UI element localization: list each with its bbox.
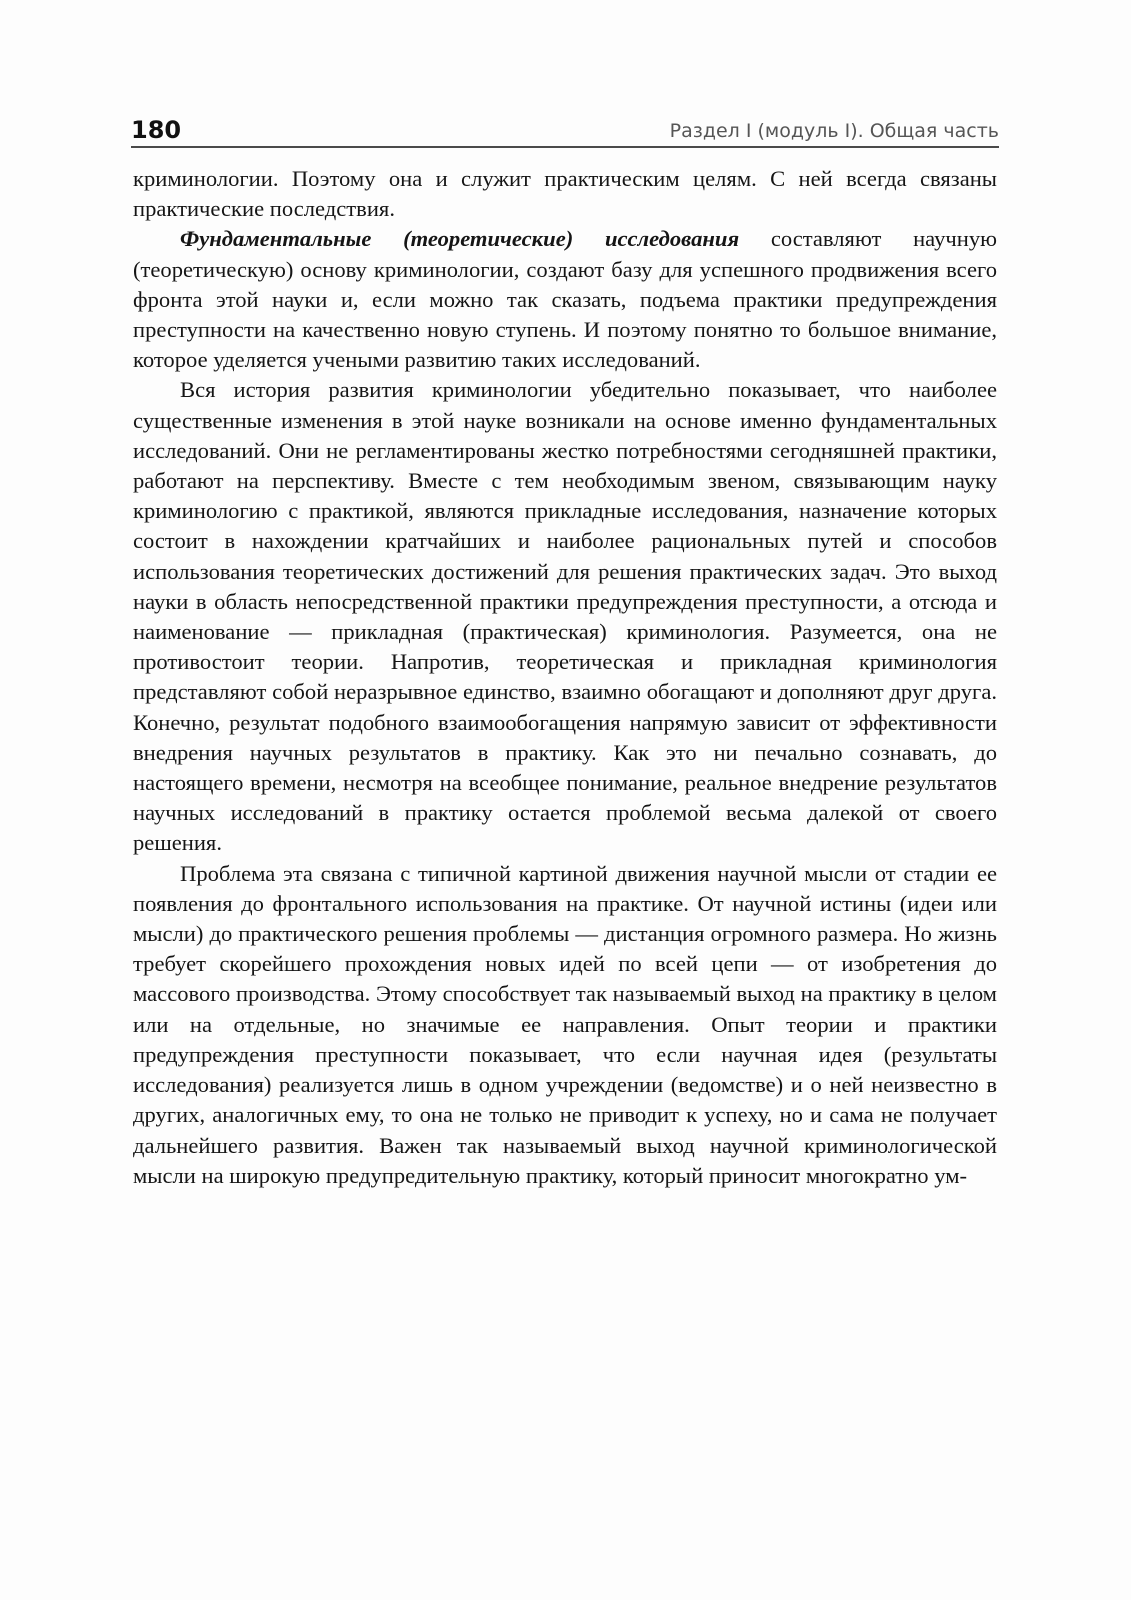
paragraph-problem: Проблема эта связана с типичной картиной движения научной мысли от стадии ее появления до фронтального использования на практике. От научной истины (идеи или мысли) до практического решения проблемы — дистанция огромного размера. Но жизнь требует скорейшего прохождения новых идей по всей цепи — от изобретения до массового производства. Этому способствует так называемый выход на практику в целом или на отдельные, но значимые ее направления. Опыт теории и практики предупреждения преступности показывает, что если научная идея (результаты исследования) реализуется лишь в одном учреждении (ведомстве) и о ней неизвестно в других, аналогичных ему, то она не только не приводит к успеху, но и сама не получает дальнейшего развития. Важен так называемый выход научной криминологической мысли на широкую предупредительную практику, который приносит многократно ум-: [133, 860, 997, 1188]
paragraph-text: составляют научную (теоретическую) основу криминологии, создают базу для успешного продвижения всего фронта этой науки и, если можно так сказать, подъема практики предупреждения преступности на качественно новую ступень. И поэтому понятно то большое внимание, которое уделяется учеными развитию таких исследований.: [133, 226, 997, 373]
paragraph-fundamental-research: [133, 224, 997, 375]
body-text: [133, 164, 997, 1191]
page-number: 180: [131, 116, 182, 144]
paragraph-continuation: криминологии. Поэтому она и служит практическим целям. С ней всегда связаны практические последствия.: [133, 166, 997, 222]
page-header: [131, 108, 999, 148]
term-fundamental-research: Фундаментальные (теоретические) исследования: [180, 226, 740, 252]
paragraph-history: Вся история развития криминологии убедительно показывает, что наиболее существенные изменения в этой науке возникали на основе именно фундаментальных исследований. Они не регламентированы жестко потребностями сегодняшней практики, работают на перспективу. Вместе с тем необходимым звеном, связывающим науку криминологию с практикой, являются прикладные исследования, назначение которых состоит в нахождении кратчайших и наиболее рациональных путей и способов использования теоретических достижений для решения практических задач. Это выход науки в область непосредственной практики предупреждения преступности, а отсюда и наименование — прикладная (практическая) криминология. Разумеется, она не противостоит теории. Напротив, теоретическая и прикладная криминология представляют собой неразрывное единство, взаимно обогащают и дополняют друг друга. Конечно, результат подобного взаимообогащения напрямую зависит от эффективности внедрения научных результатов в практику. Как это ни печально сознавать, до настоящего времени, несмотря на всеобщее понимание, реальное внедрение результатов научных исследований в практику остается проблемой весьма далекой от своего решения.: [133, 377, 997, 856]
running-head: Раздел I (модуль I). Общая часть: [669, 120, 999, 142]
